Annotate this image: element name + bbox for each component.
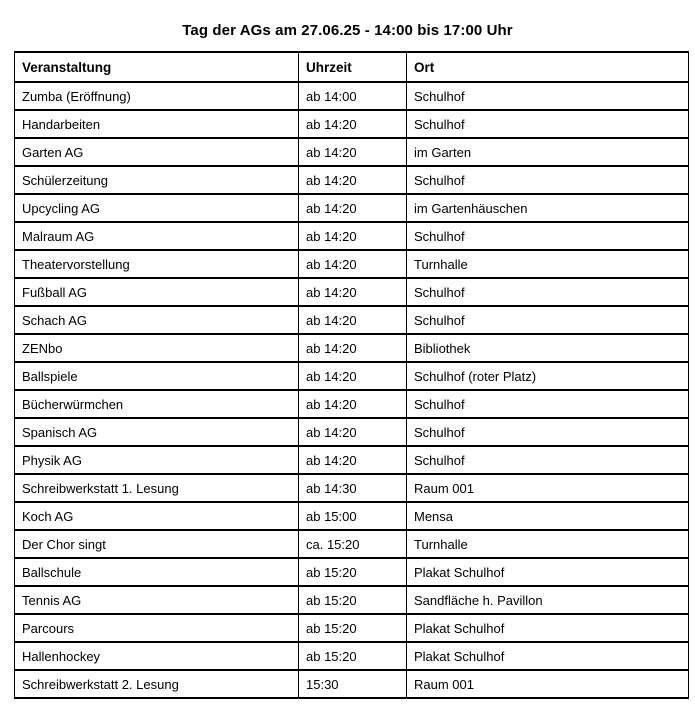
column-header-veranstaltung: Veranstaltung [15, 52, 299, 82]
cell-ort: Sandfläche h. Pavillon [407, 586, 689, 614]
cell-veranstaltung: Garten AG [15, 138, 299, 166]
cell-ort: Turnhalle [407, 530, 689, 558]
cell-veranstaltung: Ballspiele [15, 362, 299, 390]
ag-schedule-table [14, 51, 689, 699]
column-header-uhrzeit: Uhrzeit [299, 52, 407, 82]
cell-uhrzeit: 15:30 [299, 670, 407, 698]
table-row [15, 670, 689, 698]
cell-uhrzeit: ab 15:20 [299, 642, 407, 670]
table-row [15, 82, 689, 110]
table-row [15, 250, 689, 278]
cell-veranstaltung: ZENbo [15, 334, 299, 362]
cell-veranstaltung: Schreibwerkstatt 2. Lesung [15, 670, 299, 698]
cell-veranstaltung: Der Chor singt [15, 530, 299, 558]
table-row [15, 530, 689, 558]
cell-ort: Plakat Schulhof [407, 642, 689, 670]
cell-uhrzeit: ab 14:20 [299, 334, 407, 362]
cell-ort: Raum 001 [407, 474, 689, 502]
cell-ort: Schulhof [407, 110, 689, 138]
table-row [15, 222, 689, 250]
column-header-ort: Ort [407, 52, 689, 82]
cell-uhrzeit: ab 15:20 [299, 614, 407, 642]
cell-ort: Schulhof [407, 418, 689, 446]
table-header [15, 52, 689, 82]
cell-ort: Plakat Schulhof [407, 614, 689, 642]
cell-ort: Raum 001 [407, 670, 689, 698]
table-row [15, 166, 689, 194]
cell-ort: im Garten [407, 138, 689, 166]
cell-veranstaltung: Malraum AG [15, 222, 299, 250]
cell-uhrzeit: ab 14:20 [299, 250, 407, 278]
cell-ort: Schulhof [407, 446, 689, 474]
cell-ort: Schulhof [407, 166, 689, 194]
cell-uhrzeit: ab 14:20 [299, 390, 407, 418]
cell-ort: Mensa [407, 502, 689, 530]
cell-uhrzeit: ab 15:20 [299, 558, 407, 586]
cell-uhrzeit: ab 15:20 [299, 586, 407, 614]
cell-veranstaltung: Schach AG [15, 306, 299, 334]
cell-veranstaltung: Hallenhockey [15, 642, 299, 670]
cell-ort: Schulhof (roter Platz) [407, 362, 689, 390]
table-row [15, 390, 689, 418]
table-row [15, 362, 689, 390]
cell-uhrzeit: ca. 15:20 [299, 530, 407, 558]
cell-uhrzeit: ab 14:20 [299, 446, 407, 474]
cell-veranstaltung: Bücherwürmchen [15, 390, 299, 418]
cell-veranstaltung: Parcours [15, 614, 299, 642]
cell-uhrzeit: ab 14:20 [299, 278, 407, 306]
cell-uhrzeit: ab 14:20 [299, 306, 407, 334]
table-row [15, 138, 689, 166]
header-row [15, 52, 689, 82]
table-row [15, 334, 689, 362]
cell-ort: Bibliothek [407, 334, 689, 362]
cell-veranstaltung: Fußball AG [15, 278, 299, 306]
table-row [15, 614, 689, 642]
cell-uhrzeit: ab 14:30 [299, 474, 407, 502]
cell-uhrzeit: ab 14:20 [299, 362, 407, 390]
cell-ort: Schulhof [407, 222, 689, 250]
table-row [15, 194, 689, 222]
table-row [15, 558, 689, 586]
cell-veranstaltung: Upcycling AG [15, 194, 299, 222]
cell-ort: Schulhof [407, 82, 689, 110]
cell-veranstaltung: Schreibwerkstatt 1. Lesung [15, 474, 299, 502]
cell-uhrzeit: ab 14:20 [299, 194, 407, 222]
cell-veranstaltung: Koch AG [15, 502, 299, 530]
cell-veranstaltung: Tennis AG [15, 586, 299, 614]
cell-veranstaltung: Handarbeiten [15, 110, 299, 138]
table-row [15, 110, 689, 138]
table-row [15, 642, 689, 670]
table-row [15, 418, 689, 446]
cell-uhrzeit: ab 14:20 [299, 418, 407, 446]
table-row [15, 278, 689, 306]
cell-ort: Schulhof [407, 278, 689, 306]
cell-veranstaltung: Theatervorstellung [15, 250, 299, 278]
cell-veranstaltung: Zumba (Eröffnung) [15, 82, 299, 110]
cell-veranstaltung: Schülerzeitung [15, 166, 299, 194]
page-title: Tag der AGs am 27.06.25 - 14:00 bis 17:00 Uhr [182, 22, 513, 39]
table-row [15, 586, 689, 614]
table-row [15, 502, 689, 530]
cell-uhrzeit: ab 14:20 [299, 110, 407, 138]
cell-uhrzeit: ab 14:20 [299, 138, 407, 166]
cell-uhrzeit: ab 15:00 [299, 502, 407, 530]
cell-veranstaltung: Physik AG [15, 446, 299, 474]
cell-uhrzeit: ab 14:20 [299, 222, 407, 250]
cell-veranstaltung: Ballschule [15, 558, 299, 586]
cell-veranstaltung: Spanisch AG [15, 418, 299, 446]
cell-uhrzeit: ab 14:20 [299, 166, 407, 194]
table-row [15, 446, 689, 474]
table-row [15, 306, 689, 334]
cell-ort: im Gartenhäuschen [407, 194, 689, 222]
cell-ort: Schulhof [407, 390, 689, 418]
cell-uhrzeit: ab 14:00 [299, 82, 407, 110]
table-row [15, 474, 689, 502]
cell-ort: Plakat Schulhof [407, 558, 689, 586]
cell-ort: Turnhalle [407, 250, 689, 278]
cell-ort: Schulhof [407, 306, 689, 334]
ag-table-body [15, 82, 689, 698]
